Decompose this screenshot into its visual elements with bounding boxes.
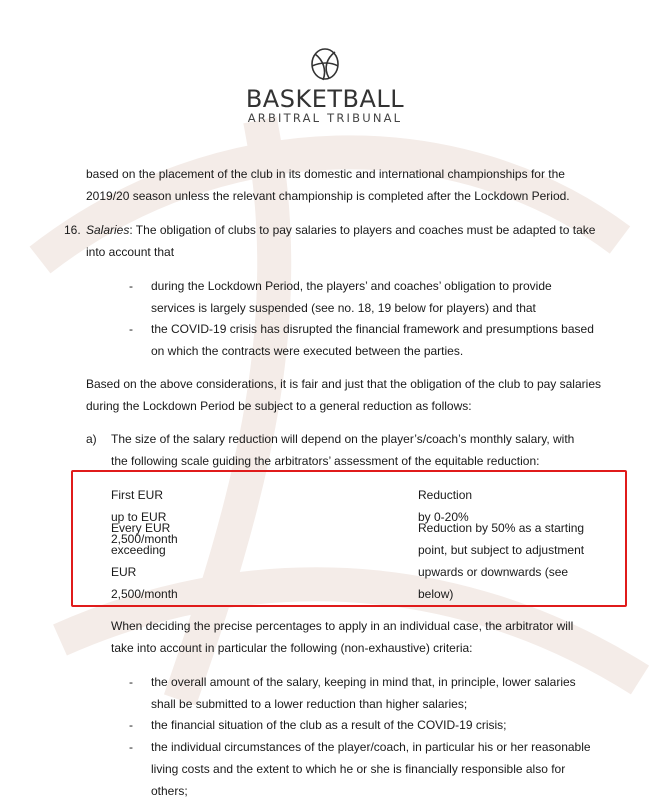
bullet-item bbox=[151, 736, 604, 802]
bullet-item bbox=[151, 714, 604, 736]
considerations-paragraph bbox=[86, 373, 604, 417]
section-number: 16. bbox=[64, 223, 81, 237]
section-16-paragraph bbox=[86, 219, 604, 263]
text-line: take into account in particular the following (non-exhaustive) criteria: bbox=[111, 641, 473, 655]
text-line bbox=[86, 219, 604, 241]
text-line: the individual circumstances of the player/coach, in particular his or her reasonable bbox=[151, 740, 591, 754]
scale-reduction: Reduction by 0-20% bbox=[418, 488, 473, 524]
scale-reduction bbox=[418, 517, 598, 605]
logo-subtitle: ARBITRAL TRIBUNAL bbox=[247, 111, 403, 125]
scale-band: First EUR up to EUR 2,500/month bbox=[111, 488, 178, 546]
item-marker: a) bbox=[86, 432, 97, 446]
text-line: during the Lockdown Period, the players’ and coaches’ obligation to provide bbox=[151, 279, 552, 293]
text-line: The size of the salary reduction will depend on the player’s/coach’s monthly salary, with bbox=[111, 432, 575, 446]
bullet-dash: - bbox=[129, 322, 133, 336]
deciding-paragraph bbox=[111, 615, 604, 659]
text-line: others; bbox=[151, 784, 188, 798]
text-line: Based on the above considerations, it is fair and just that the obligation of the club to pay salaries bbox=[86, 377, 601, 391]
text-line: the COVID-19 crisis has disrupted the financial framework and presumptions based bbox=[151, 322, 594, 336]
text-line: on which the contracts were executed between the parties. bbox=[151, 344, 464, 358]
text-line: When deciding the precise percentages to apply in an individual case, the arbitrator will bbox=[111, 619, 574, 633]
text-line: 2019/20 season unless the relevant championship is completed after the Lockdown Period. bbox=[86, 189, 570, 203]
text-line: the following scale guiding the arbitrators’ assessment of the equitable reduction: bbox=[111, 454, 540, 468]
text-line: into account that bbox=[86, 245, 175, 259]
bullet-item bbox=[151, 275, 604, 319]
text-line: Reduction by 50% as a starting bbox=[418, 521, 585, 535]
text-line: services is largely suspended (see no. 18, 19 below for players) and that bbox=[151, 301, 536, 315]
text-line: upwards or downwards (see bbox=[418, 565, 569, 579]
scale-band: Every EUR exceeding EUR 2,500/month bbox=[111, 521, 178, 601]
bullet-dash: - bbox=[129, 279, 133, 293]
text-line: the financial situation of the club as a result of the COVID-19 crisis; bbox=[151, 718, 507, 732]
section-title: Salaries bbox=[86, 223, 130, 237]
text-line: shall be submitted to a lower reduction than higher salaries; bbox=[151, 697, 468, 711]
text-line: based on the placement of the club in its domestic and international championships for the bbox=[86, 167, 565, 181]
basketball-logo-icon bbox=[307, 44, 343, 84]
bullet-dash: - bbox=[129, 675, 133, 689]
item-a-paragraph bbox=[111, 428, 604, 472]
text-fragment: : The obligation of clubs to pay salaries to players and coaches must be adapted to take bbox=[129, 223, 596, 237]
text-line: during the Lockdown Period be subject to a general reduction as follows: bbox=[86, 399, 472, 413]
intro-paragraph bbox=[86, 163, 604, 207]
text-line: point, but subject to adjustment bbox=[418, 543, 585, 557]
bullet-item bbox=[151, 318, 604, 362]
text-line: below) bbox=[418, 587, 454, 601]
text-line: living costs and the extent to which he or she is financially responsible also for bbox=[151, 762, 566, 776]
text-line: the overall amount of the salary, keeping in mind that, in principle, lower salaries bbox=[151, 675, 576, 689]
bullet-item bbox=[151, 671, 604, 715]
bullet-dash: - bbox=[129, 718, 133, 732]
logo-title: BASKETBALL bbox=[245, 85, 405, 113]
bullet-dash: - bbox=[129, 740, 133, 754]
logo bbox=[0, 44, 650, 124]
